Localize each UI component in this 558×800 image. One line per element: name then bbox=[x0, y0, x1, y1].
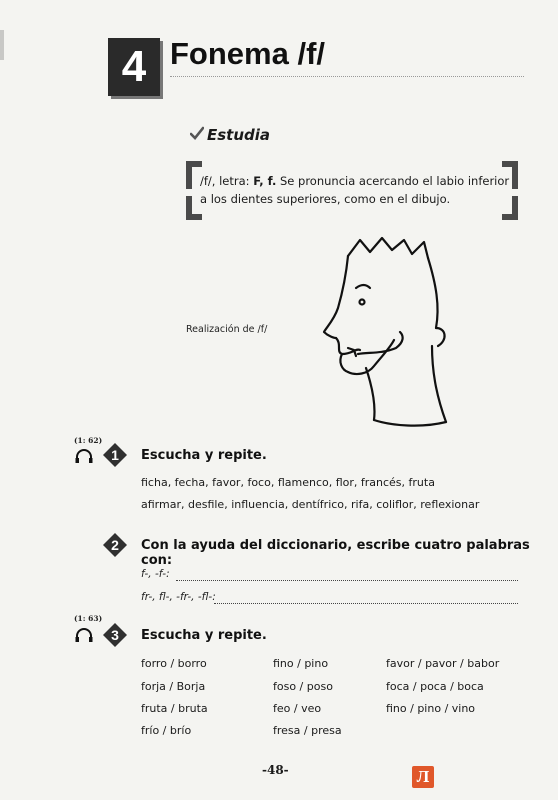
checkmark-icon bbox=[190, 126, 204, 140]
illustration-caption: Realización de /f/ bbox=[186, 324, 268, 335]
word-pair: feo / veo bbox=[273, 702, 322, 715]
scan-edge-mark bbox=[0, 30, 4, 60]
word-list-line: afirmar, desfile, influencia, dentífrico, rifa, coliflor, reflexionar bbox=[141, 498, 480, 511]
exercise-number-badge bbox=[102, 442, 128, 468]
audio-track-label: (1: 63) bbox=[74, 614, 103, 623]
page-number: -48- bbox=[262, 763, 289, 777]
logo-letter: Л bbox=[416, 767, 430, 786]
definition-text bbox=[200, 172, 516, 208]
fill-in-label: f-, -f-: bbox=[141, 568, 170, 580]
definition-rest: Se pronuncia acercando el labio inferior a los dientes superiores, como en el dibujo. bbox=[200, 174, 510, 206]
exercise-number-badge bbox=[102, 622, 128, 648]
exercise-number: 1 bbox=[111, 447, 119, 463]
word-pair: fino / pino / vino bbox=[386, 702, 476, 715]
word-pair: favor / pavor / babor bbox=[386, 657, 500, 670]
headphones-icon[interactable] bbox=[74, 627, 94, 643]
definition-prefix: /f/, letra: bbox=[200, 174, 254, 188]
word-pair: forro / borro bbox=[141, 657, 207, 670]
headphones-icon[interactable] bbox=[74, 448, 94, 464]
face-illustration bbox=[312, 236, 472, 436]
word-pair: foca / poca / boca bbox=[386, 680, 484, 693]
definition-letters: F, f. bbox=[253, 174, 277, 188]
publisher-logo bbox=[412, 766, 434, 788]
exercise-title: Escucha y repite. bbox=[141, 448, 267, 463]
exercise-title: Escucha y repite. bbox=[141, 628, 267, 643]
word-list-line: ficha, fecha, favor, foco, flamenco, flor, francés, fruta bbox=[141, 476, 435, 489]
word-pair: forja / Borja bbox=[141, 680, 206, 693]
unit-number-box bbox=[108, 38, 160, 96]
page-title: Fonema /f/ bbox=[170, 36, 326, 71]
word-pair: foso / poso bbox=[273, 680, 333, 693]
header-divider bbox=[170, 76, 524, 77]
word-pair: frío / brío bbox=[141, 724, 192, 737]
word-pair: fino / pino bbox=[273, 657, 329, 670]
fill-in-line[interactable] bbox=[214, 603, 518, 604]
study-label: Estudia bbox=[207, 126, 271, 144]
exercise-number-badge bbox=[102, 532, 128, 558]
fill-in-line[interactable] bbox=[176, 580, 518, 581]
exercise-title: Con la ayuda del diccionario, escribe cuatro palabras con: bbox=[141, 538, 530, 568]
word-pair: fresa / presa bbox=[273, 724, 342, 737]
fill-in-label: fr-, fl-, -fr-, -fl-: bbox=[141, 591, 216, 603]
unit-number: 4 bbox=[121, 42, 147, 91]
word-pair: fruta / bruta bbox=[141, 702, 208, 715]
exercise-number: 3 bbox=[111, 627, 119, 643]
exercise-number: 2 bbox=[111, 537, 119, 553]
audio-track-label: (1: 62) bbox=[74, 436, 103, 445]
